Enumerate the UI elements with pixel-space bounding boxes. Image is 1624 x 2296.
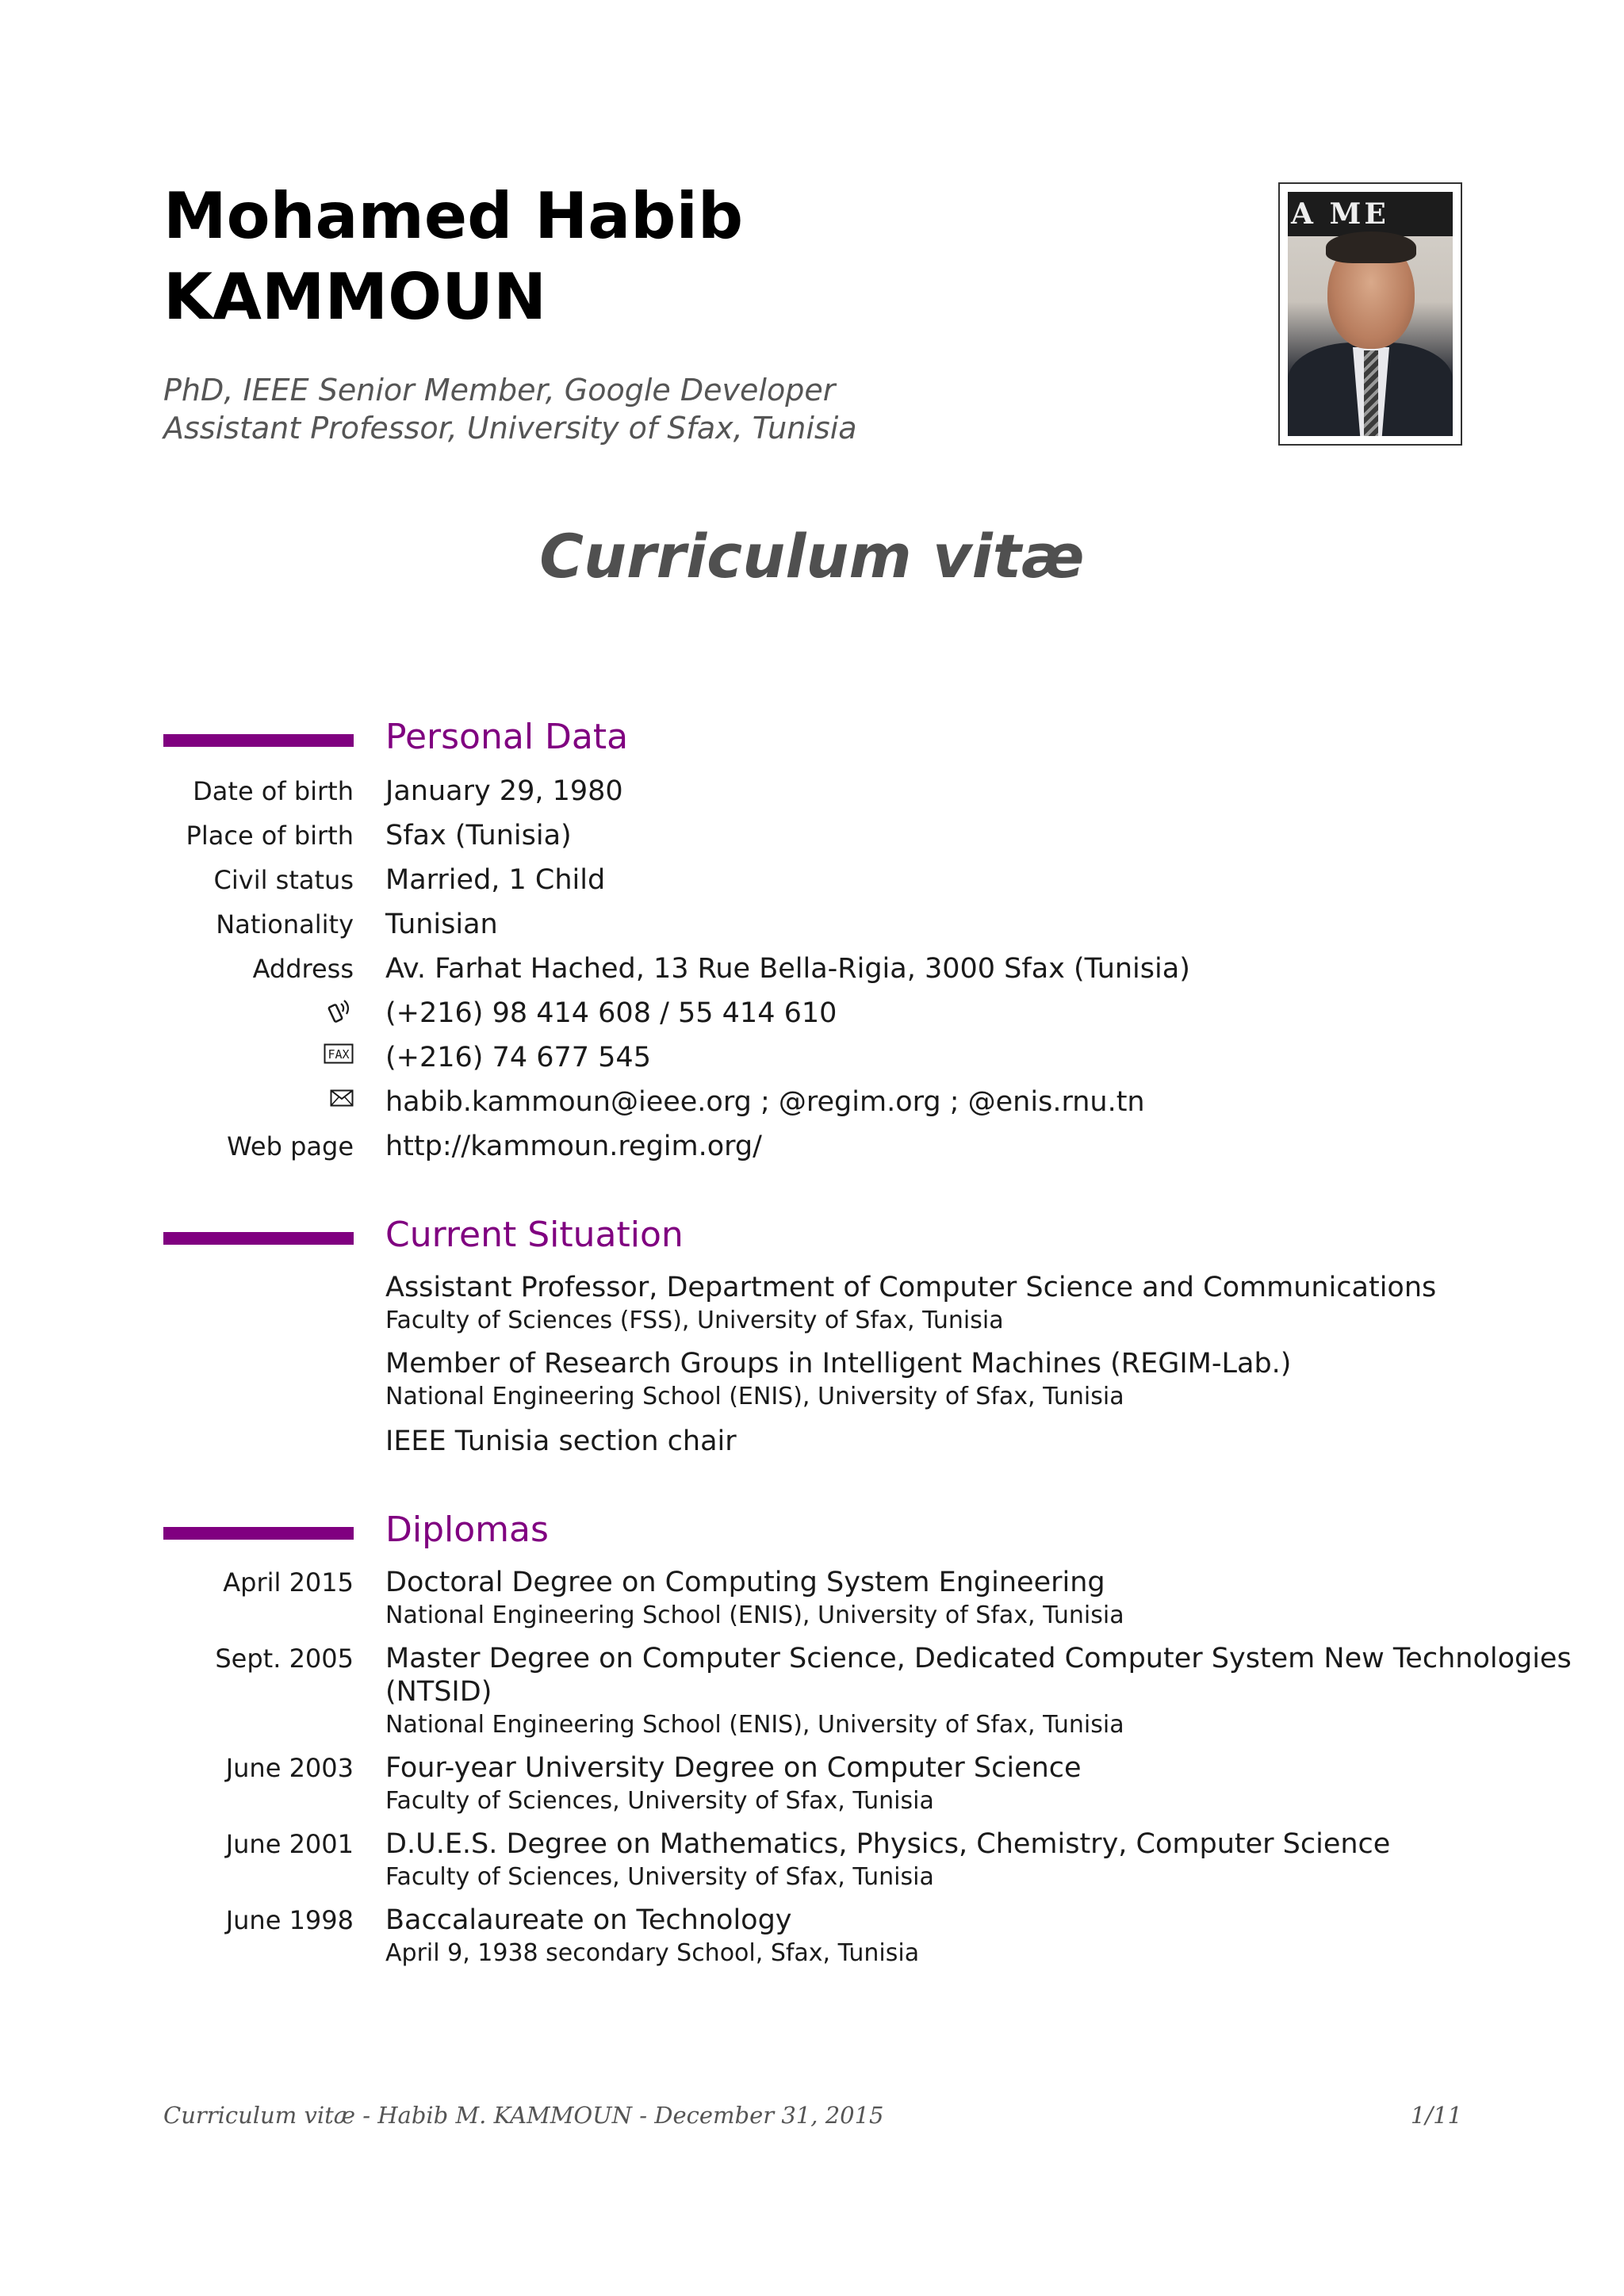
diploma-2-date: Sept. 2005 [215, 1644, 354, 1674]
value-phone: (+216) 98 414 608 / 55 414 610 [385, 997, 837, 1029]
diploma-3-date: June 2003 [225, 1753, 354, 1783]
tagline-line-2: Assistant Professor, University of Sfax, Tunisia [163, 411, 857, 446]
photo-hair [1326, 232, 1416, 263]
value-fax: (+216) 74 677 545 [385, 1042, 651, 1073]
value-nationality: Tunisian [385, 909, 498, 940]
profile-photo [1278, 182, 1462, 446]
diploma-1-date: April 2015 [223, 1567, 354, 1598]
envelope-icon [330, 1089, 354, 1107]
diploma-3-title: Four-year University Degree on Computer Science [385, 1752, 1082, 1784]
diploma-5-date: June 1998 [225, 1905, 354, 1935]
diploma-5-institution: April 9, 1938 secondary School, Sfax, Tunisia [385, 1939, 920, 1967]
label-civil-status: Civil status [213, 865, 354, 895]
page-number: 1/11 [1410, 2102, 1462, 2129]
name-last-line: KAMMOUN [163, 260, 547, 334]
label-nationality: Nationality [216, 909, 354, 939]
section-bar-personal [163, 734, 354, 747]
person-name [163, 176, 1036, 338]
value-date-of-birth: January 29, 1980 [385, 775, 623, 807]
footer-text: Curriculum vitæ - Habib M. KAMMOUN - December 31, 2015 [163, 2102, 884, 2129]
section-bar-diplomas [163, 1527, 354, 1540]
diploma-2-title: Master Degree on Computer Science, Dedicated Computer System New Technologies [385, 1643, 1572, 1674]
section-bar-current [163, 1232, 354, 1245]
diploma-4-institution: Faculty of Sciences, University of Sfax, Tunisia [385, 1863, 934, 1891]
current-item-1-detail: Faculty of Sciences (FSS), University of Sfax, Tunisia [385, 1307, 1004, 1334]
value-civil-status: Married, 1 Child [385, 864, 606, 896]
fax-icon [324, 1043, 354, 1064]
diploma-2-institution: National Engineering School (ENIS), University of Sfax, Tunisia [385, 1711, 1124, 1739]
diploma-1-title: Doctoral Degree on Computing System Engineering [385, 1567, 1105, 1598]
diploma-5-title: Baccalaureate on Technology [385, 1904, 792, 1936]
diploma-1-institution: National Engineering School (ENIS), University of Sfax, Tunisia [385, 1601, 1124, 1629]
section-title-diplomas: Diplomas [385, 1510, 549, 1550]
diploma-2-title-cont: (NTSID) [385, 1676, 492, 1708]
mobile-phone-icon [327, 997, 354, 1024]
label-place-of-birth: Place of birth [186, 821, 354, 851]
label-web-page: Web page [227, 1131, 354, 1161]
section-title-personal: Personal Data [385, 717, 629, 757]
label-address: Address [252, 954, 354, 984]
tagline [163, 371, 1115, 447]
diploma-4-title: D.U.E.S. Degree on Mathematics, Physics, Chemistry, Computer Science [385, 1828, 1391, 1860]
value-place-of-birth: Sfax (Tunisia) [385, 820, 572, 851]
diploma-3-institution: Faculty of Sciences, University of Sfax, Tunisia [385, 1787, 934, 1815]
value-address: Av. Farhat Hached, 13 Rue Bella-Rigia, 3000 Sfax (Tunisia) [385, 953, 1190, 985]
tagline-line-1: PhD, IEEE Senior Member, Google Developer [163, 373, 836, 408]
section-title-current: Current Situation [385, 1215, 684, 1255]
value-email[interactable]: habib.kammoun@ieee.org ; @regim.org ; @enis.rnu.tn [385, 1086, 1145, 1118]
value-web-page-link[interactable]: http://kammoun.regim.org/ [385, 1131, 762, 1162]
photo-background-banner: A ME [1288, 192, 1453, 236]
name-first-line: Mohamed Habib [163, 179, 744, 253]
photo-tie [1364, 350, 1378, 436]
diploma-4-date: June 2001 [225, 1829, 354, 1859]
svg-text:FAX: FAX [327, 1047, 350, 1062]
current-item-1-title: Assistant Professor, Department of Computer Science and Communications [385, 1272, 1437, 1303]
current-item-3-title: IEEE Tunisia section chair [385, 1425, 737, 1457]
label-date-of-birth: Date of birth [193, 776, 354, 806]
photo-image [1288, 192, 1453, 436]
cv-title: Curriculum vitæ [539, 521, 1085, 591]
current-item-2-title: Member of Research Groups in Intelligent Machines (REGIM-Lab.) [385, 1348, 1292, 1380]
current-item-2-detail: National Engineering School (ENIS), University of Sfax, Tunisia [385, 1383, 1124, 1410]
